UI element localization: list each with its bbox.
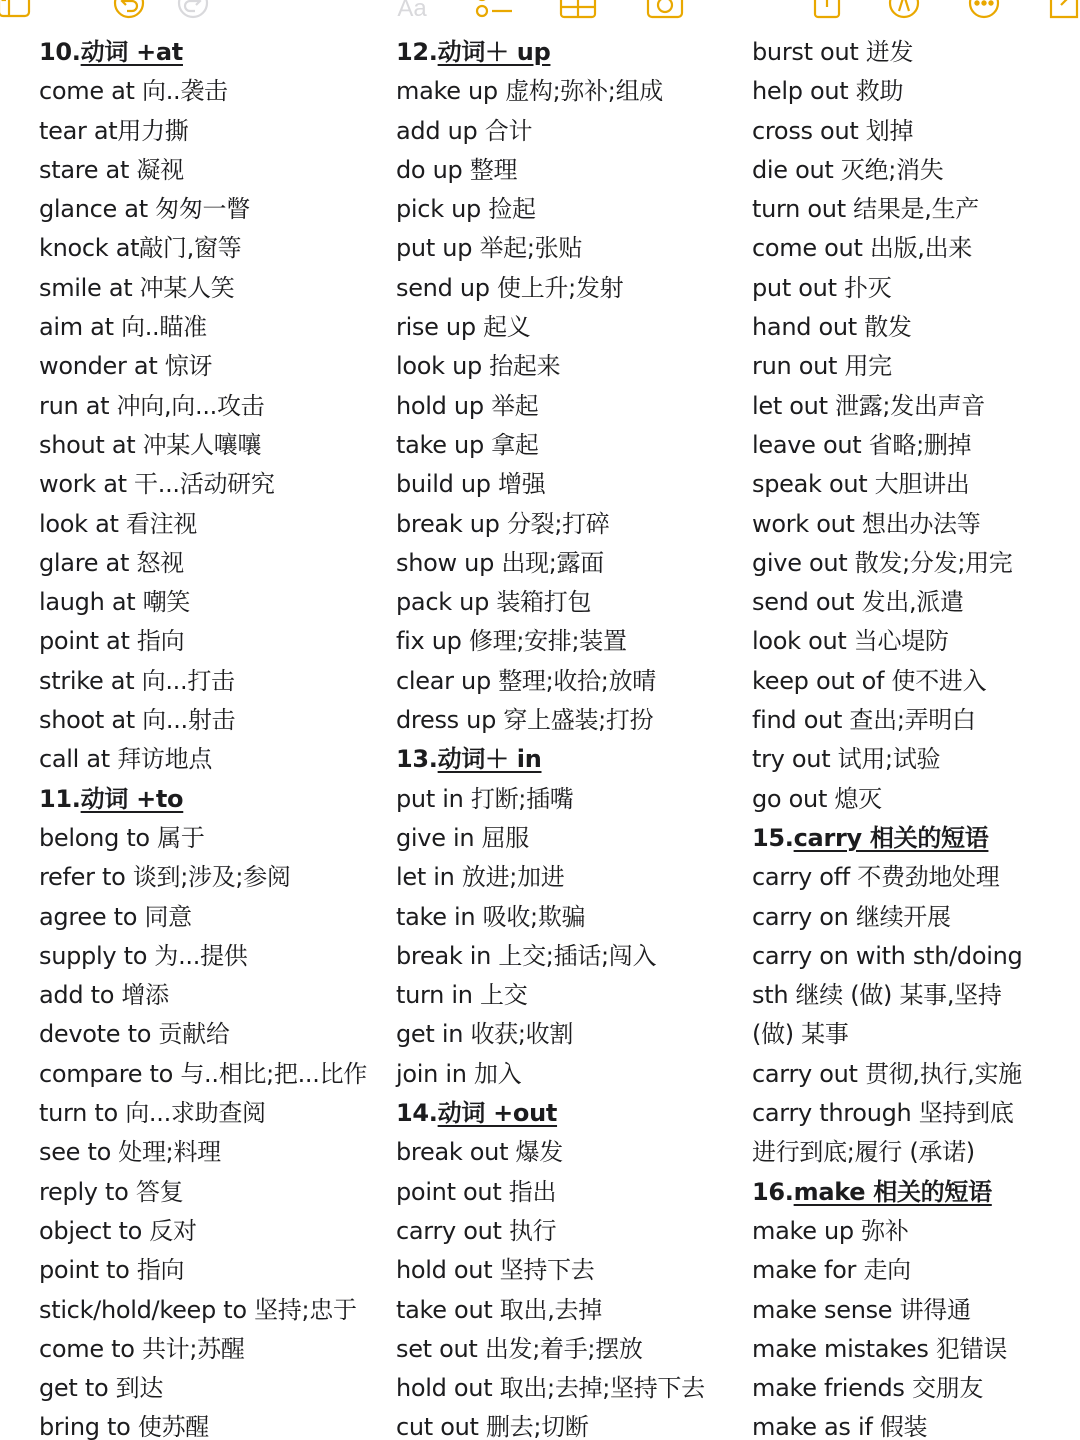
phrase-line[interactable] xyxy=(39,190,389,229)
phrase-text: try out 试用;试验 xyxy=(752,745,941,774)
phrase-line[interactable] xyxy=(752,937,1077,976)
markup-pen-icon[interactable] xyxy=(886,0,922,20)
phrase-text: come to 共计;苏醒 xyxy=(39,1334,245,1363)
phrase-line[interactable] xyxy=(752,898,1077,937)
section-heading[interactable] xyxy=(396,33,746,72)
phrase-text: dress up 穿上盛装;打扮 xyxy=(396,706,654,735)
undo-icon[interactable] xyxy=(112,0,146,20)
phrase-text: carry out 贯彻,执行,实施 xyxy=(752,1059,1022,1088)
phrase-line[interactable] xyxy=(39,898,389,937)
phrase-line[interactable] xyxy=(39,819,389,858)
phrase-line[interactable] xyxy=(39,112,389,151)
section-number: 10. xyxy=(39,38,81,66)
phrase-line[interactable] xyxy=(39,622,389,661)
phrase-text: add to 增添 xyxy=(39,981,169,1010)
phrase-text: compare to 与..相比;把...比作 xyxy=(39,1059,367,1088)
section-number: 12. xyxy=(396,38,438,66)
phrase-text: give in 屈服 xyxy=(396,823,530,852)
phrase-line[interactable] xyxy=(752,1408,1077,1440)
phrase-text: pack up 装箱打包 xyxy=(396,588,592,617)
phrase-text: keep out of 使不进入 xyxy=(752,666,987,695)
phrase-text: let in 放进;加进 xyxy=(396,863,565,892)
phrase-line[interactable] xyxy=(752,347,1077,386)
phrase-text: object to 反对 xyxy=(39,1216,197,1245)
phrase-line[interactable] xyxy=(752,72,1077,111)
phrase-line[interactable] xyxy=(396,622,746,661)
phrase-line[interactable] xyxy=(396,112,746,151)
phrase-line[interactable] xyxy=(752,387,1077,426)
phrase-text: set out 出发;着手;摆放 xyxy=(396,1334,643,1363)
phrase-line[interactable] xyxy=(396,190,746,229)
phrase-text: give out 散发;分发;用完 xyxy=(752,548,1013,577)
phrase-line[interactable] xyxy=(752,426,1077,465)
phrase-text: help out 救助 xyxy=(752,77,904,106)
phrase-line[interactable] xyxy=(752,1133,1077,1172)
phrase-text: fix up 修理;安排;装置 xyxy=(396,627,627,656)
format-text-icon[interactable] xyxy=(392,0,432,24)
phrase-text: make for 走向 xyxy=(752,1256,911,1285)
phrase-line[interactable] xyxy=(396,1251,746,1290)
phrase-text: see to 处理;料理 xyxy=(39,1138,221,1167)
phrase-line[interactable] xyxy=(39,701,389,740)
phrase-text: point at 指向 xyxy=(39,627,185,656)
phrase-text: carry on with sth/doing xyxy=(752,941,1023,970)
camera-icon[interactable] xyxy=(645,0,685,20)
phrase-line[interactable] xyxy=(396,426,746,465)
phrase-text: glare at 怒视 xyxy=(39,548,184,577)
phrase-text: work at 干...活动研究 xyxy=(39,470,275,499)
phrase-text: aim at 向..瞄准 xyxy=(39,313,207,342)
phrase-line[interactable] xyxy=(396,1330,746,1369)
phrase-line[interactable] xyxy=(752,740,1077,779)
phrase-line[interactable] xyxy=(396,347,746,386)
phrase-line[interactable] xyxy=(39,937,389,976)
note-column-3 xyxy=(752,33,1077,1440)
table-icon[interactable] xyxy=(558,0,598,20)
phrase-text: let out 泄露;发出声音 xyxy=(752,391,985,420)
phrase-text: call at 拜访地点 xyxy=(39,745,213,774)
phrase-text: tear at用力撕 xyxy=(39,116,189,145)
phrase-text: work out 想出办法等 xyxy=(752,509,981,538)
phrase-line[interactable] xyxy=(39,505,389,544)
section-heading[interactable] xyxy=(396,1094,746,1133)
section-number: 13. xyxy=(396,745,438,774)
phrase-line[interactable] xyxy=(39,269,389,308)
phrase-text: turn to 向...求助查阅 xyxy=(39,1099,266,1128)
section-title: 动词＋ in xyxy=(437,745,542,774)
phrase-text: carry through 坚持到底 xyxy=(752,1099,1014,1128)
phrase-text: come out 出版,出来 xyxy=(752,234,973,263)
phrase-line[interactable] xyxy=(39,1133,389,1172)
phrase-text: build up 增强 xyxy=(396,470,546,499)
phrase-text: put in 打断;插嘴 xyxy=(396,784,574,813)
phrase-text: put out 扑灭 xyxy=(752,273,892,302)
phrase-line[interactable] xyxy=(752,1055,1077,1094)
phrase-line[interactable] xyxy=(39,465,389,504)
phrase-line[interactable] xyxy=(39,1212,389,1251)
phrase-text: supply to 为...提供 xyxy=(39,941,248,970)
phrase-line[interactable] xyxy=(752,269,1077,308)
more-icon[interactable] xyxy=(966,0,1002,20)
phrase-text: point out 指出 xyxy=(396,1177,557,1206)
phrase-text: knock at敲门,窗等 xyxy=(39,234,242,263)
section-number: 11. xyxy=(39,784,81,813)
phrase-line[interactable] xyxy=(396,937,746,976)
phrase-line[interactable] xyxy=(39,72,389,111)
share-icon[interactable] xyxy=(812,0,842,20)
phrase-text: stick/hold/keep to 坚持;忠于 xyxy=(39,1295,357,1324)
phrase-line[interactable] xyxy=(39,544,389,583)
phrase-line[interactable] xyxy=(396,662,746,701)
note-column-1 xyxy=(39,33,389,1440)
phrase-line[interactable] xyxy=(396,308,746,347)
phrase-text: cross out 划掉 xyxy=(752,116,914,145)
phrase-text: make up 虚构;弥补;组成 xyxy=(396,77,663,106)
phrase-text: smile at 冲某人笑 xyxy=(39,273,235,302)
phrase-line[interactable] xyxy=(396,72,746,111)
phrase-line[interactable] xyxy=(396,387,746,426)
section-heading[interactable] xyxy=(39,780,389,819)
section-number: 15. xyxy=(752,823,794,852)
phrase-line[interactable] xyxy=(752,33,1077,72)
phrase-line[interactable] xyxy=(39,1291,389,1330)
phrase-line[interactable] xyxy=(39,426,389,465)
phrase-text: leave out 省略;删掉 xyxy=(752,430,972,459)
note-column-2 xyxy=(396,33,746,1440)
phrase-line[interactable] xyxy=(752,505,1077,544)
phrase-line[interactable] xyxy=(39,1330,389,1369)
phrase-line[interactable] xyxy=(752,1251,1077,1290)
phrase-line[interactable] xyxy=(752,1015,1077,1054)
phrase-text: burst out 迸发 xyxy=(752,38,914,66)
phrase-line[interactable] xyxy=(752,701,1077,740)
phrase-line[interactable] xyxy=(39,1369,389,1408)
phrase-line[interactable] xyxy=(752,1330,1077,1369)
section-heading[interactable] xyxy=(396,740,746,779)
phrase-text: speak out 大胆讲出 xyxy=(752,470,970,499)
phrase-line[interactable] xyxy=(396,1173,746,1212)
phrase-text: look up 抬起来 xyxy=(396,352,561,381)
section-title: 动词 +at xyxy=(80,38,183,66)
phrase-text: glance at 匆匆一瞥 xyxy=(39,195,250,224)
phrase-line[interactable] xyxy=(752,780,1077,819)
phrase-line[interactable] xyxy=(39,229,389,268)
phrase-text: stare at 凝视 xyxy=(39,155,184,184)
phrase-text: hold up 举起 xyxy=(396,391,539,420)
phrase-line[interactable] xyxy=(39,583,389,622)
phrase-text: cut out 删去;切断 xyxy=(396,1413,589,1440)
phrase-text: clear up 整理;收拾;放晴 xyxy=(396,666,656,695)
section-title: 动词 +to xyxy=(80,784,184,813)
phrase-text: go out 熄灭 xyxy=(752,784,882,813)
phrase-line[interactable] xyxy=(39,858,389,897)
phrase-line[interactable] xyxy=(39,740,389,779)
phrase-text: take out 取出,去掉 xyxy=(396,1295,602,1324)
section-title: carry 相关的短语 xyxy=(793,823,989,852)
phrase-line[interactable] xyxy=(396,505,746,544)
phrase-text: belong to 属于 xyxy=(39,823,205,852)
phrase-line[interactable] xyxy=(396,701,746,740)
phrase-line[interactable] xyxy=(752,1369,1077,1408)
phrase-text: die out 灭绝;消失 xyxy=(752,155,944,184)
phrase-line[interactable] xyxy=(752,1212,1077,1251)
phrase-text: look at 看注视 xyxy=(39,509,198,538)
phrase-line[interactable] xyxy=(396,1408,746,1440)
section-title: make 相关的短语 xyxy=(793,1177,992,1206)
phrase-line[interactable] xyxy=(396,1133,746,1172)
phrase-line[interactable] xyxy=(39,1251,389,1290)
phrase-text: do up 整理 xyxy=(396,155,518,184)
phrase-text: show up 出现;露面 xyxy=(396,548,604,577)
phrase-text: add up 合计 xyxy=(396,116,533,145)
phrase-text: shout at 冲某人嚷嚷 xyxy=(39,430,262,459)
section-number: 14. xyxy=(396,1099,438,1128)
phrase-text: carry on 继续开展 xyxy=(752,902,951,931)
phrase-text: make as if 假装 xyxy=(752,1413,928,1440)
section-heading[interactable] xyxy=(752,819,1077,858)
phrase-text: make mistakes 犯错误 xyxy=(752,1334,1008,1363)
phrase-line[interactable] xyxy=(752,229,1077,268)
phrase-line[interactable] xyxy=(396,544,746,583)
phrase-line[interactable] xyxy=(752,1291,1077,1330)
phrase-text: point to 指向 xyxy=(39,1256,185,1285)
phrase-line[interactable] xyxy=(396,780,746,819)
phrase-text: (做) 某事 xyxy=(752,1020,849,1049)
phrase-text: reply to 答复 xyxy=(39,1177,184,1206)
phrase-line[interactable] xyxy=(396,819,746,858)
phrase-text: pick up 捡起 xyxy=(396,195,536,224)
phrase-text: look out 当心堤防 xyxy=(752,627,949,656)
section-title: 动词 +out xyxy=(437,1099,558,1128)
phrase-text: make friends 交朋友 xyxy=(752,1374,984,1403)
phrase-text: hand out 散发 xyxy=(752,313,912,342)
format-label: Aa xyxy=(397,0,427,22)
phrase-line[interactable] xyxy=(396,1015,746,1054)
phrase-line[interactable] xyxy=(396,229,746,268)
phrase-text: strike at 向...打击 xyxy=(39,666,235,695)
phrase-text: agree to 同意 xyxy=(39,902,192,931)
phrase-line[interactable] xyxy=(752,190,1077,229)
phrase-text: turn out 结果是,生产 xyxy=(752,195,979,224)
phrase-line[interactable] xyxy=(39,1094,389,1133)
phrase-line[interactable] xyxy=(396,269,746,308)
phrase-text: laugh at 嘲笑 xyxy=(39,588,191,617)
phrase-text: 进行到底;履行 (承诺) xyxy=(752,1138,975,1167)
phrase-text: rise up 起义 xyxy=(396,313,531,342)
phrase-text: break out 爆发 xyxy=(396,1138,563,1167)
section-heading[interactable] xyxy=(752,1173,1077,1212)
phrase-text: bring to 使苏醒 xyxy=(39,1413,209,1440)
phrase-text: take up 拿起 xyxy=(396,430,539,459)
phrase-line[interactable] xyxy=(396,1369,746,1408)
phrase-text: get to 到达 xyxy=(39,1374,164,1403)
section-number: 16. xyxy=(752,1177,794,1206)
phrase-text: refer to 谈到;涉及;参阅 xyxy=(39,863,291,892)
phrase-line[interactable] xyxy=(39,308,389,347)
phrase-line[interactable] xyxy=(39,387,389,426)
phrase-text: run out 用完 xyxy=(752,352,892,381)
sidebar-icon[interactable] xyxy=(0,0,34,20)
phrase-text: hold out 取出;去掉;坚持下去 xyxy=(396,1374,705,1403)
phrase-line[interactable] xyxy=(396,583,746,622)
phrase-line[interactable] xyxy=(396,151,746,190)
section-heading[interactable] xyxy=(39,33,389,72)
phrase-text: find out 查出;弄明白 xyxy=(752,706,976,735)
phrase-line[interactable] xyxy=(752,662,1077,701)
phrase-line[interactable] xyxy=(39,1408,389,1440)
phrase-text: sth 继续 (做) 某事,坚持 xyxy=(752,981,1002,1010)
phrase-line[interactable] xyxy=(752,151,1077,190)
phrase-line[interactable] xyxy=(39,1173,389,1212)
phrase-line[interactable] xyxy=(39,976,389,1015)
phrase-line[interactable] xyxy=(39,1055,389,1094)
phrase-line[interactable] xyxy=(396,976,746,1015)
phrase-text: make sense 讲得通 xyxy=(752,1295,971,1324)
phrase-text: come at 向..袭击 xyxy=(39,77,228,106)
phrase-text: carry out 执行 xyxy=(396,1216,557,1245)
phrase-text: take in 吸收;欺骗 xyxy=(396,902,586,931)
compose-icon[interactable] xyxy=(1046,0,1080,20)
phrase-line[interactable] xyxy=(752,465,1077,504)
phrase-text: shoot at 向...射击 xyxy=(39,706,236,735)
phrase-text: send out 发出,派遣 xyxy=(752,588,964,617)
redo-icon[interactable] xyxy=(176,0,210,20)
phrase-line[interactable] xyxy=(396,858,746,897)
phrase-line[interactable] xyxy=(39,347,389,386)
phrase-text: devote to 贡献给 xyxy=(39,1020,230,1049)
phrase-line[interactable] xyxy=(752,544,1077,583)
phrase-line[interactable] xyxy=(752,622,1077,661)
phrase-text: get in 收获;收割 xyxy=(396,1020,574,1049)
section-title: 动词＋ up xyxy=(437,38,551,66)
phrase-line[interactable] xyxy=(396,1212,746,1251)
phrase-line[interactable] xyxy=(752,308,1077,347)
phrase-line[interactable] xyxy=(752,1094,1077,1133)
phrase-line[interactable] xyxy=(396,1055,746,1094)
phrase-text: break up 分裂;打碎 xyxy=(396,509,610,538)
phrase-line[interactable] xyxy=(752,976,1077,1015)
phrase-line[interactable] xyxy=(396,465,746,504)
phrase-line[interactable] xyxy=(396,1291,746,1330)
phrase-line[interactable] xyxy=(39,662,389,701)
notes-toolbar xyxy=(0,0,1080,24)
phrase-text: turn in 上交 xyxy=(396,981,528,1010)
phrase-line[interactable] xyxy=(39,151,389,190)
phrase-text: carry off 不费劲地处理 xyxy=(752,863,1000,892)
phrase-line[interactable] xyxy=(752,583,1077,622)
checklist-icon[interactable] xyxy=(474,0,514,20)
phrase-text: put up 举起;张贴 xyxy=(396,234,583,263)
phrase-line[interactable] xyxy=(752,112,1077,151)
phrase-text: break in 上交;插话;闯入 xyxy=(396,941,657,970)
phrase-line[interactable] xyxy=(752,858,1077,897)
phrase-text: hold out 坚持下去 xyxy=(396,1256,595,1285)
phrase-text: send up 使上升;发射 xyxy=(396,273,624,302)
phrase-text: make up 弥补 xyxy=(752,1216,909,1245)
phrase-line[interactable] xyxy=(396,898,746,937)
phrase-text: wonder at 惊讶 xyxy=(39,352,213,381)
phrase-line[interactable] xyxy=(39,1015,389,1054)
phrase-text: run at 冲向,向...攻击 xyxy=(39,391,265,420)
phrase-text: join in 加入 xyxy=(396,1059,522,1088)
